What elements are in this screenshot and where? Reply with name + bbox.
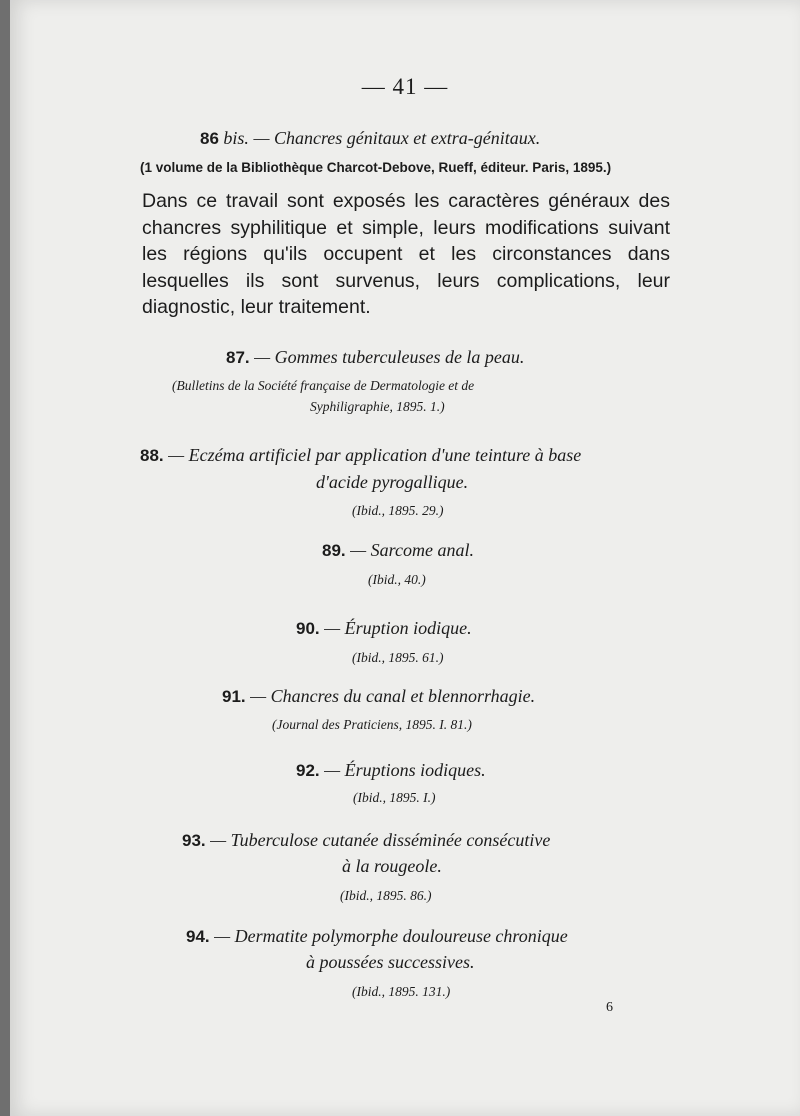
entry-title-text: — Éruptions iodiques. bbox=[324, 760, 486, 780]
entry-number: 86 bbox=[200, 129, 219, 148]
entry-87-source-line1: (Bulletins de la Société française de Dermatologie et de bbox=[172, 378, 475, 393]
entry-94-title-line2: à poussées successives. bbox=[306, 952, 475, 972]
page-number: — 41 — bbox=[361, 74, 449, 99]
entry-title-text: — Tuberculose cutanée disséminée consécutive bbox=[210, 830, 551, 850]
entry-93-title-line2: à la rougeole. bbox=[342, 856, 442, 876]
entry-88-source: (Ibid., 1895. 29.) bbox=[352, 503, 444, 518]
entry-title-text: — Chancres génitaux et extra-génitaux. bbox=[253, 128, 541, 148]
entry-title-text: — Éruption iodique. bbox=[324, 618, 472, 638]
entry-92-title bbox=[296, 760, 486, 781]
entry-number: 90. bbox=[296, 619, 320, 638]
entry-number: 94. bbox=[186, 927, 210, 946]
entry-88-title-line1 bbox=[140, 445, 581, 466]
entry-93-source: (Ibid., 1895. 86.) bbox=[340, 888, 432, 903]
signature-mark: 6 bbox=[606, 1000, 613, 1015]
entry-number: 91. bbox=[222, 687, 246, 706]
document-page bbox=[10, 0, 800, 1116]
entry-86-source: (1 volume de la Bibliothèque Charcot-Debove, Rueff, éditeur. Paris, 1895.) bbox=[140, 160, 612, 175]
entry-number: 93. bbox=[182, 831, 206, 850]
entry-92-source: (Ibid., 1895. I.) bbox=[353, 790, 436, 805]
entry-number: 87. bbox=[226, 348, 250, 367]
entry-90-source: (Ibid., 1895. 61.) bbox=[352, 650, 444, 665]
entry-91-title bbox=[222, 686, 535, 707]
entry-title-text: — Chancres du canal et blennorrhagie. bbox=[250, 686, 536, 706]
entry-title-text: — Eczéma artificiel par application d'une teinture à base bbox=[168, 445, 582, 465]
entry-number: 92. bbox=[296, 761, 320, 780]
entry-94-source: (Ibid., 1895. 131.) bbox=[352, 984, 451, 999]
entry-91-source: (Journal des Praticiens, 1895. I. 81.) bbox=[272, 717, 472, 732]
entry-88-title-line2: d'acide pyrogallique. bbox=[316, 472, 469, 492]
entry-suffix: bis. bbox=[223, 128, 249, 148]
entry-89-source: (Ibid., 40.) bbox=[368, 572, 426, 587]
entry-87-title bbox=[226, 347, 524, 368]
entry-number: 88. bbox=[140, 446, 164, 465]
entry-90-title bbox=[296, 618, 472, 639]
entry-86-body: Dans ce travail sont exposés les caractères généraux des chancres syphilitique et simple, leurs modifications suivant les régions qu'ils occupent et les circonstances dans lesquelles ils sont survenus, leurs complications, leur diagnostic, leur traitement. bbox=[142, 190, 670, 318]
entry-94-title-line1 bbox=[186, 926, 568, 947]
entry-title-text: — Dermatite polymorphe douloureuse chronique bbox=[214, 926, 568, 946]
entry-87-source-line2: Syphiligraphie, 1895. 1.) bbox=[310, 399, 445, 414]
entry-title-text: — Gommes tuberculeuses de la peau. bbox=[254, 347, 525, 367]
entry-number: 89. bbox=[322, 541, 346, 560]
entry-89-title bbox=[322, 540, 474, 561]
entry-86-title bbox=[200, 128, 540, 149]
entry-93-title-line1 bbox=[182, 830, 550, 851]
entry-title-text: — Sarcome anal. bbox=[350, 540, 474, 560]
